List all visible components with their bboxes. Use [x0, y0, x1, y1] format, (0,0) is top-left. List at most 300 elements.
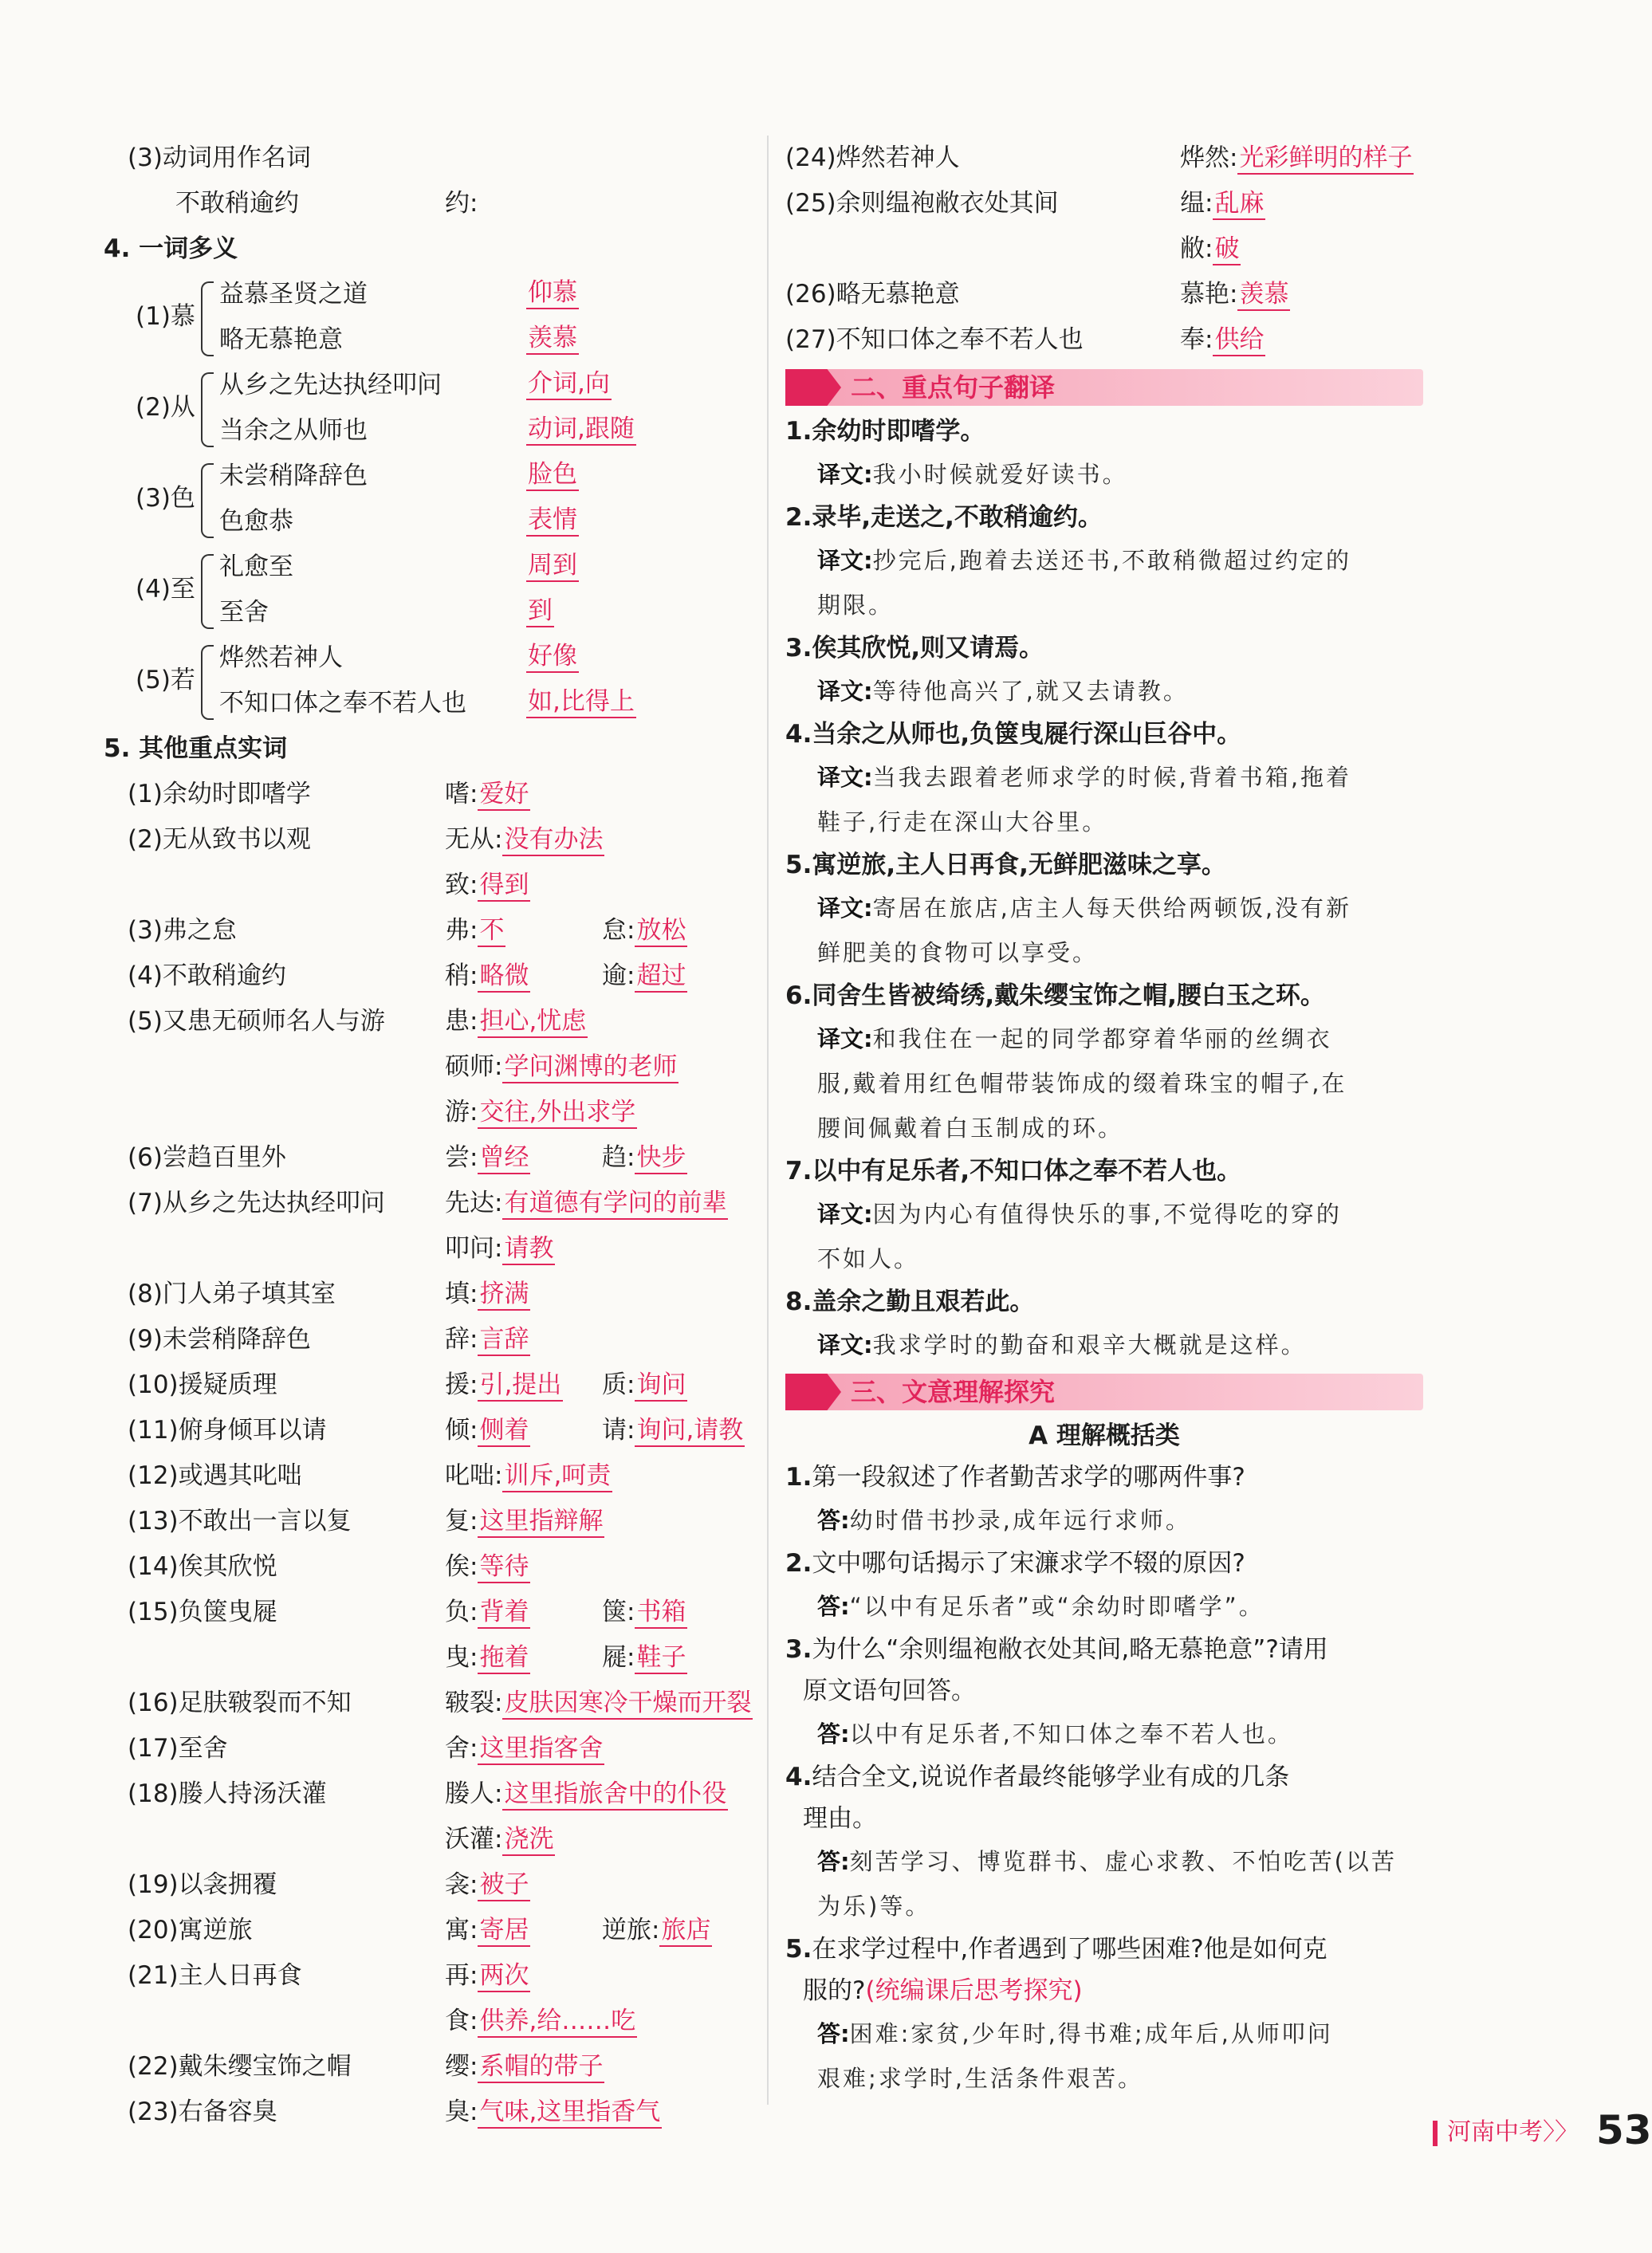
question-number: 6.	[785, 981, 812, 1010]
question-number: 7.	[785, 1157, 812, 1185]
translation-label: 译文:	[817, 1331, 873, 1358]
vocab-label	[1180, 317, 1265, 363]
vocab-answer: 交往,外出求学	[478, 1098, 637, 1129]
vocab-label	[445, 1953, 530, 1999]
translation-question	[785, 627, 1423, 669]
answer-text	[785, 2056, 1423, 2101]
vocab-row	[128, 2044, 749, 2090]
comprehension-question	[785, 1457, 1423, 1498]
vocab-label	[445, 1181, 728, 1226]
polysemy-group	[128, 454, 749, 545]
footer-label: 河南中考〉〉	[1447, 2118, 1579, 2146]
translation-line: 不如人。	[817, 1245, 920, 1272]
polysemy-answer: 动词,跟随	[526, 415, 636, 446]
vocab-label	[445, 1090, 637, 1135]
vocab-label-text: 奉:	[1180, 325, 1213, 354]
vocab-label-text: 叩问:	[445, 1234, 503, 1263]
vocab-answer: 这里指辩解	[478, 1507, 604, 1538]
section-heading	[104, 726, 749, 772]
polysemy-phrase: 色愈恭	[219, 507, 293, 536]
vocab-phrase: (27)不知口体之奉不若人也	[785, 325, 1084, 354]
vocab-label-text: 趋:	[602, 1143, 635, 1172]
vocab-row	[785, 226, 1423, 272]
vocab-answer: 挤满	[478, 1280, 530, 1311]
vocab-label-text: 沃灌:	[445, 1825, 503, 1854]
vocab-answer: 系帽的带子	[478, 2052, 604, 2083]
banner-arrow-icon	[785, 369, 841, 406]
vocab-answer: 放松	[635, 916, 687, 947]
footer-bar	[1433, 2121, 1438, 2146]
question-text: 在求学过程中,作者遇到了哪些困难?他是如何克	[812, 1935, 1328, 1964]
vocab-label	[445, 1590, 530, 1635]
banner-arrow-icon	[785, 1374, 841, 1410]
vocab-row	[128, 1272, 749, 1317]
vocab-row	[785, 181, 1423, 226]
vocab-row	[128, 1044, 749, 1090]
vocab-answer: 皮肤因寒冷干燥而开裂	[502, 1689, 753, 1720]
vocab-phrase: (23)右备容臭	[128, 2098, 277, 2126]
vocab-label	[1180, 226, 1241, 272]
vocab-label	[1180, 272, 1290, 317]
question-text: 俟其欣悦,则又请焉。	[812, 634, 1044, 663]
vocab-answer: 超过	[635, 961, 687, 993]
vocab-label-text: 逾:	[602, 961, 635, 990]
question-text: 余幼时即嗜学。	[812, 417, 985, 446]
vocab-label-text: 敝:	[1180, 234, 1213, 263]
polysemy-phrase: 未尝稍降辞色	[219, 462, 368, 490]
answer-text	[785, 1498, 1423, 1543]
comprehension-question	[785, 1756, 1423, 1798]
vocab-label-text: 援:	[445, 1370, 478, 1399]
vocab-label	[445, 1226, 555, 1272]
brace-icon	[201, 645, 214, 720]
translation-question	[785, 1281, 1423, 1323]
translation-line: 当我去跟着老师求学的时候,背着书箱,拖着	[872, 764, 1352, 791]
answer-text	[785, 1884, 1423, 1929]
vocab-label-text: 缨:	[445, 2052, 478, 2081]
polysemy-group	[128, 272, 749, 363]
vocab-phrase: (10)援疑质理	[128, 1370, 277, 1399]
vocab-label	[445, 1817, 555, 1862]
vocab-phrase: (19)以衾拥覆	[128, 1870, 277, 1899]
translation-text	[785, 1192, 1423, 1237]
vocab-row	[785, 317, 1423, 363]
translation-text	[785, 800, 1423, 844]
vocab-phrase: (4)不敢稍逾约	[128, 961, 286, 990]
translation-text	[785, 669, 1423, 714]
brace-icon	[201, 281, 214, 356]
brace-icon	[201, 463, 214, 538]
question-text: 理由。	[803, 1804, 877, 1833]
vocab-label	[602, 908, 687, 953]
section-title: (3)动词用作名词	[128, 144, 311, 172]
polysemy-answer: 到	[526, 596, 554, 627]
vocab-answer: 快步	[635, 1143, 687, 1174]
vocab-phrase: (24)烨然若神人	[785, 144, 960, 172]
vocab-phrase: (9)未尝稍降辞色	[128, 1325, 311, 1354]
translation-line: 鲜肥美的食物可以享受。	[817, 939, 1099, 966]
vocab-label	[602, 1135, 687, 1181]
translation-line: 因为内心有值得快乐的事,不觉得吃的穿的	[872, 1201, 1342, 1228]
comprehension-question	[785, 1629, 1423, 1670]
vocab-label	[445, 999, 588, 1044]
vocab-label	[445, 1681, 753, 1726]
vocab-label	[1180, 181, 1265, 226]
vocab-label-text: 慕艳:	[1180, 280, 1238, 309]
vocab-label-text: 无从:	[445, 825, 503, 854]
vocab-answer: 供给	[1213, 325, 1265, 356]
vocab-row	[128, 1771, 749, 1817]
vocab-label-text: 复:	[445, 1507, 478, 1535]
section-heading	[128, 136, 749, 181]
vocab-label-text: 舍:	[445, 1734, 478, 1763]
vocab-label	[1180, 136, 1414, 181]
translation-line: 鞋子,行走在深山大谷里。	[817, 808, 1108, 836]
vocab-label-text: 患:	[445, 1007, 478, 1036]
vocab-answer: 不	[478, 916, 505, 947]
vocab-label-text: 弗:	[445, 916, 478, 945]
translation-question	[785, 714, 1423, 755]
vocab-label-text: 皲裂:	[445, 1689, 503, 1717]
vocab-phrase: (18)媵人持汤沃灌	[128, 1779, 327, 1808]
vocab-row	[128, 1953, 749, 1999]
vocab-label	[445, 1726, 604, 1771]
question-text: 以中有足乐者,不知口体之奉不若人也。	[812, 1157, 1242, 1185]
question-number: 5.	[785, 851, 812, 879]
vocab-row	[128, 1499, 749, 1544]
vocab-answer: 浇洗	[502, 1825, 555, 1856]
vocab-label-text: 质:	[602, 1370, 635, 1399]
comprehension-question	[785, 1798, 1423, 1839]
vocab-answer: 旅店	[659, 1916, 712, 1947]
banner-title: 二、重点句子翻译	[851, 372, 1056, 403]
translation-text	[785, 930, 1423, 975]
vocab-phrase: (21)主人日再食	[128, 1961, 302, 1990]
translation-text	[785, 1061, 1423, 1106]
translation-line: 我小时候就爱好读书。	[872, 461, 1128, 488]
vocab-label	[445, 953, 530, 999]
vocab-label-text: 衾:	[445, 1870, 478, 1899]
answer-line: 艰难;求学时,生活条件艰苦。	[817, 2065, 1143, 2092]
vocab-phrase: (14)俟其欣悦	[128, 1552, 277, 1581]
vocab-answer: 没有办法	[502, 825, 604, 856]
vocab-phrase: (8)门人弟子填其室	[128, 1280, 336, 1308]
vocab-label-text: 叱咄:	[445, 1461, 503, 1490]
answer-line: “以中有足乐者”或“余幼时即嗜学”。	[849, 1593, 1265, 1620]
vocab-answer: 乱麻	[1213, 189, 1265, 220]
vocab-label	[445, 1135, 530, 1181]
vocab-row	[128, 1317, 749, 1362]
vocab-phrase: (12)或遇其叱咄	[128, 1461, 302, 1490]
section-title: 4. 一词多义	[104, 234, 238, 263]
vocab-row	[128, 1090, 749, 1135]
question-text: 结合全文,说说作者最终能够学业有成的几条	[812, 1763, 1290, 1791]
translation-text	[785, 538, 1423, 583]
question-text: 寓逆旅,主人日再食,无鲜肥滋味之享。	[812, 851, 1226, 879]
vocab-label-text: 嗜:	[445, 780, 478, 808]
vocab-answer: 得到	[478, 871, 530, 902]
vocab-answer: 这里指旅舍中的仆役	[502, 1779, 728, 1811]
translation-text	[785, 886, 1423, 930]
vocab-label-text: 箧:	[602, 1598, 635, 1626]
vocab-label	[445, 1499, 604, 1544]
vocab-answer: 曾经	[478, 1143, 530, 1174]
section-banner	[785, 369, 1423, 406]
translation-label: 译文:	[817, 547, 873, 574]
brace-icon	[201, 372, 214, 447]
left-column	[104, 136, 752, 2135]
vocab-row	[128, 181, 749, 226]
vocab-label-text: 致:	[445, 871, 478, 899]
polysemy-answer: 羡慕	[526, 324, 579, 355]
translation-label: 译文:	[817, 1025, 873, 1052]
answer-label: 答:	[817, 1848, 850, 1875]
comprehension-question	[785, 1543, 1423, 1584]
question-text: 当余之从师也,负箧曳屣行深山巨谷中。	[812, 720, 1242, 749]
polysemy-answer: 仰慕	[526, 278, 579, 309]
answer-line: 为乐)等。	[817, 1893, 931, 1920]
vocab-answer: 言辞	[478, 1325, 530, 1356]
vocab-label	[445, 1362, 563, 1408]
translation-label: 译文:	[817, 895, 873, 922]
vocab-answer: 背着	[478, 1598, 530, 1629]
polysemy-phrase: 至舍	[219, 598, 269, 627]
vocab-label-text: 怠:	[602, 916, 635, 945]
comprehension-question	[785, 1970, 1423, 2011]
vocab-answer: 被子	[478, 1870, 530, 1901]
vocab-answer: 鞋子	[635, 1643, 687, 1674]
vocab-answer: 训斥,呵责	[502, 1461, 612, 1492]
vocab-row	[128, 1226, 749, 1272]
polysemy-answer: 好像	[526, 642, 579, 673]
vocab-label	[445, 1544, 530, 1590]
polysemy-phrase: 当余之从师也	[219, 416, 368, 445]
polysemy-phrase: 不知口体之奉不若人也	[219, 689, 466, 718]
vocab-label	[445, 1408, 530, 1453]
question-number: 2.	[785, 1549, 812, 1578]
translation-line: 抄完后,跑着去送还书,不敢稍微超过约定的	[872, 547, 1352, 574]
translation-question	[785, 1150, 1423, 1192]
vocab-answer: 拖着	[478, 1643, 530, 1674]
vocab-label	[445, 817, 604, 863]
vocab-phrase: (16)足肤皲裂而不知	[128, 1689, 352, 1717]
vocab-label-text: 媵人:	[445, 1779, 503, 1808]
subsection-title: A 理解概括类	[1029, 1421, 1180, 1450]
vocab-label-text: 臭:	[445, 2098, 478, 2126]
vocab-phrase: (13)不敢出一言以复	[128, 1507, 352, 1535]
vocab-row	[128, 1135, 749, 1181]
answer-label: 答:	[817, 1507, 850, 1534]
question-text: 为什么“余则缊袍敝衣处其间,略无慕艳意”?请用	[812, 1635, 1328, 1664]
vocab-label	[602, 1362, 687, 1408]
vocab-label	[445, 908, 505, 953]
vocab-phrase: (25)余则缊袍敝衣处其间	[785, 189, 1059, 218]
answer-line: 幼时借书抄录,成年远行求师。	[849, 1507, 1191, 1534]
question-number: 2.	[785, 503, 812, 532]
translation-question	[785, 975, 1423, 1016]
vocab-label-text: 烨然:	[1180, 144, 1238, 172]
question-number: 4.	[785, 1763, 812, 1791]
vocab-label	[445, 1999, 637, 2044]
vocab-label	[445, 1453, 612, 1499]
vocab-label-text: 游:	[445, 1098, 478, 1126]
polysemy-phrase: 烨然若神人	[219, 643, 343, 672]
vocab-phrase: (2)无从致书以观	[128, 825, 311, 854]
vocab-answer: 侧着	[478, 1416, 530, 1447]
translation-line: 我求学时的勤奋和艰辛大概就是这样。	[872, 1331, 1307, 1358]
vocab-answer: 询问	[635, 1370, 687, 1402]
vocab-row	[128, 1544, 749, 1590]
section-heading	[104, 226, 749, 272]
polysemy-phrase: 从乡之先达执经叩问	[219, 371, 442, 399]
section-title: 5. 其他重点实词	[104, 734, 288, 763]
question-text: 同舍生皆被绮绣,戴朱缨宝饰之帽,腰白玉之环。	[812, 981, 1325, 1010]
vocab-label	[445, 1908, 530, 1953]
translation-question	[785, 497, 1423, 538]
vocab-phrase: 不敢稍逾约	[175, 189, 299, 218]
translation-line: 等待他高兴了,就又去请教。	[872, 678, 1189, 705]
vocab-row	[128, 2090, 749, 2135]
vocab-phrase: (7)从乡之先达执经叩问	[128, 1189, 385, 1217]
answer-label: 答:	[817, 1720, 850, 1748]
question-number: 5.	[785, 1935, 812, 1964]
question-text: 录毕,走送之,不敢稍逾约。	[812, 503, 1103, 532]
vocab-label-text: 缊:	[1180, 189, 1213, 218]
translation-text	[785, 755, 1423, 800]
vocab-answer: 有道德有学问的前辈	[502, 1189, 728, 1220]
translation-text	[785, 452, 1423, 497]
vocab-row	[128, 1362, 749, 1408]
vocab-row	[128, 1181, 749, 1226]
vocab-answer: 请教	[502, 1234, 555, 1265]
vocab-label-text: 请:	[602, 1416, 635, 1445]
polysemy-answer: 周到	[526, 551, 579, 582]
translation-label: 译文:	[817, 1201, 873, 1228]
question-text: 文中哪句话揭示了宋濂求学不辍的原因?	[812, 1549, 1245, 1578]
vocab-row	[128, 1862, 749, 1908]
translation-line: 寄居在旅店,店主人每天供给两顿饭,没有新	[872, 895, 1352, 922]
vocab-phrase: (17)至舍	[128, 1734, 228, 1763]
question-number: 4.	[785, 720, 812, 749]
translation-label: 译文:	[817, 678, 873, 705]
vocab-answer: 光彩鲜明的样子	[1237, 144, 1414, 175]
vocab-answer: 气味,这里指香气	[478, 2098, 662, 2129]
translation-text	[785, 1323, 1423, 1367]
vocab-answer: 这里指客舍	[478, 1734, 604, 1765]
polysemy-answer: 脸色	[526, 460, 579, 491]
vocab-label-text: 负:	[445, 1598, 478, 1626]
vocab-row	[128, 908, 749, 953]
vocab-label-text: 倾:	[445, 1416, 478, 1445]
question-text: 原文语句回答。	[803, 1677, 976, 1705]
vocab-label-text: 辞:	[445, 1325, 478, 1354]
vocab-label	[445, 1771, 728, 1817]
vocab-label	[445, 1862, 530, 1908]
question-note: (统编课后思考探究)	[865, 1976, 1083, 2005]
polysemy-group	[128, 635, 749, 726]
translation-label: 译文:	[817, 461, 873, 488]
vocab-answer: 寄居	[478, 1916, 530, 1947]
vocab-label-text: 曳:	[445, 1643, 478, 1672]
vocab-label	[445, 1044, 678, 1090]
vocab-label	[602, 1908, 712, 1953]
polysemy-key: (3)色	[136, 484, 195, 513]
vocab-label-text: 俟:	[445, 1552, 478, 1581]
translation-text	[785, 1237, 1423, 1281]
vocab-phrase: (11)俯身倾耳以请	[128, 1416, 327, 1445]
vocab-label-text: 再:	[445, 1961, 478, 1990]
vocab-label: 约:	[445, 189, 478, 218]
vocab-answer: 两次	[478, 1961, 530, 1992]
vocab-answer: 爱好	[478, 780, 530, 811]
vocab-label	[445, 2044, 604, 2090]
vocab-label	[602, 1635, 687, 1681]
vocab-answer: 学问渊博的老师	[502, 1052, 678, 1083]
vocab-row	[128, 817, 749, 863]
vocab-row	[128, 863, 749, 908]
question-text: 盖余之勤且艰若此。	[812, 1288, 1035, 1316]
vocab-phrase: (26)略无慕艳意	[785, 280, 960, 309]
answer-text	[785, 1839, 1423, 1884]
vocab-phrase: (1)余幼时即嗜学	[128, 780, 311, 808]
vocab-label-text: 屣:	[602, 1643, 635, 1672]
vocab-answer: 破	[1213, 234, 1241, 265]
answer-label: 答:	[817, 1593, 850, 1620]
answer-text	[785, 2011, 1423, 2056]
vocab-row	[128, 1726, 749, 1771]
vocab-answer: 等待	[478, 1552, 530, 1583]
polysemy-answer: 表情	[526, 505, 579, 537]
polysemy-key: (4)至	[136, 575, 195, 604]
translation-text	[785, 1106, 1423, 1150]
vocab-label-text: 填:	[445, 1280, 478, 1308]
vocab-label	[602, 1590, 687, 1635]
vocab-label	[445, 1635, 530, 1681]
polysemy-phrase: 略无慕艳意	[219, 325, 343, 354]
vocab-row	[128, 1999, 749, 2044]
vocab-answer: 羡慕	[1237, 280, 1290, 311]
answer-text	[785, 1584, 1423, 1629]
vocab-row	[128, 1590, 749, 1635]
vocab-label	[602, 953, 687, 999]
translation-line: 期限。	[817, 592, 895, 619]
answer-line: 困难:家贫,少年时,得书难;成年后,从师叩问	[849, 2020, 1333, 2047]
answer-line: 刻苦学习、博览群书、虚心求教、不怕吃苦(以苦	[849, 1848, 1397, 1875]
polysemy-key: (1)慕	[136, 302, 195, 331]
vocab-phrase: (3)弗之怠	[128, 916, 237, 945]
vocab-row	[128, 1817, 749, 1862]
question-text: 第一段叙述了作者勤苦求学的哪两件事?	[812, 1463, 1245, 1492]
vocab-phrase: (22)戴朱缨宝饰之帽	[128, 2052, 352, 2081]
column-divider	[767, 136, 769, 2105]
vocab-row	[128, 1908, 749, 1953]
vocab-answer: 略微	[478, 961, 530, 993]
vocab-answer: 书箱	[635, 1598, 687, 1629]
answer-text	[785, 1712, 1423, 1756]
translation-question	[785, 844, 1423, 886]
vocab-answer: 引,提出	[478, 1370, 563, 1402]
vocab-row	[128, 1453, 749, 1499]
vocab-label	[602, 1408, 745, 1453]
vocab-label	[445, 1317, 530, 1362]
vocab-label-text: 硕师:	[445, 1052, 503, 1081]
polysemy-group	[128, 545, 749, 635]
vocab-label-text: 尝:	[445, 1143, 478, 1172]
polysemy-key: (5)若	[136, 666, 195, 694]
question-number: 1.	[785, 1463, 812, 1492]
brace-icon	[201, 554, 214, 629]
vocab-answer: 询问,请教	[635, 1416, 745, 1447]
